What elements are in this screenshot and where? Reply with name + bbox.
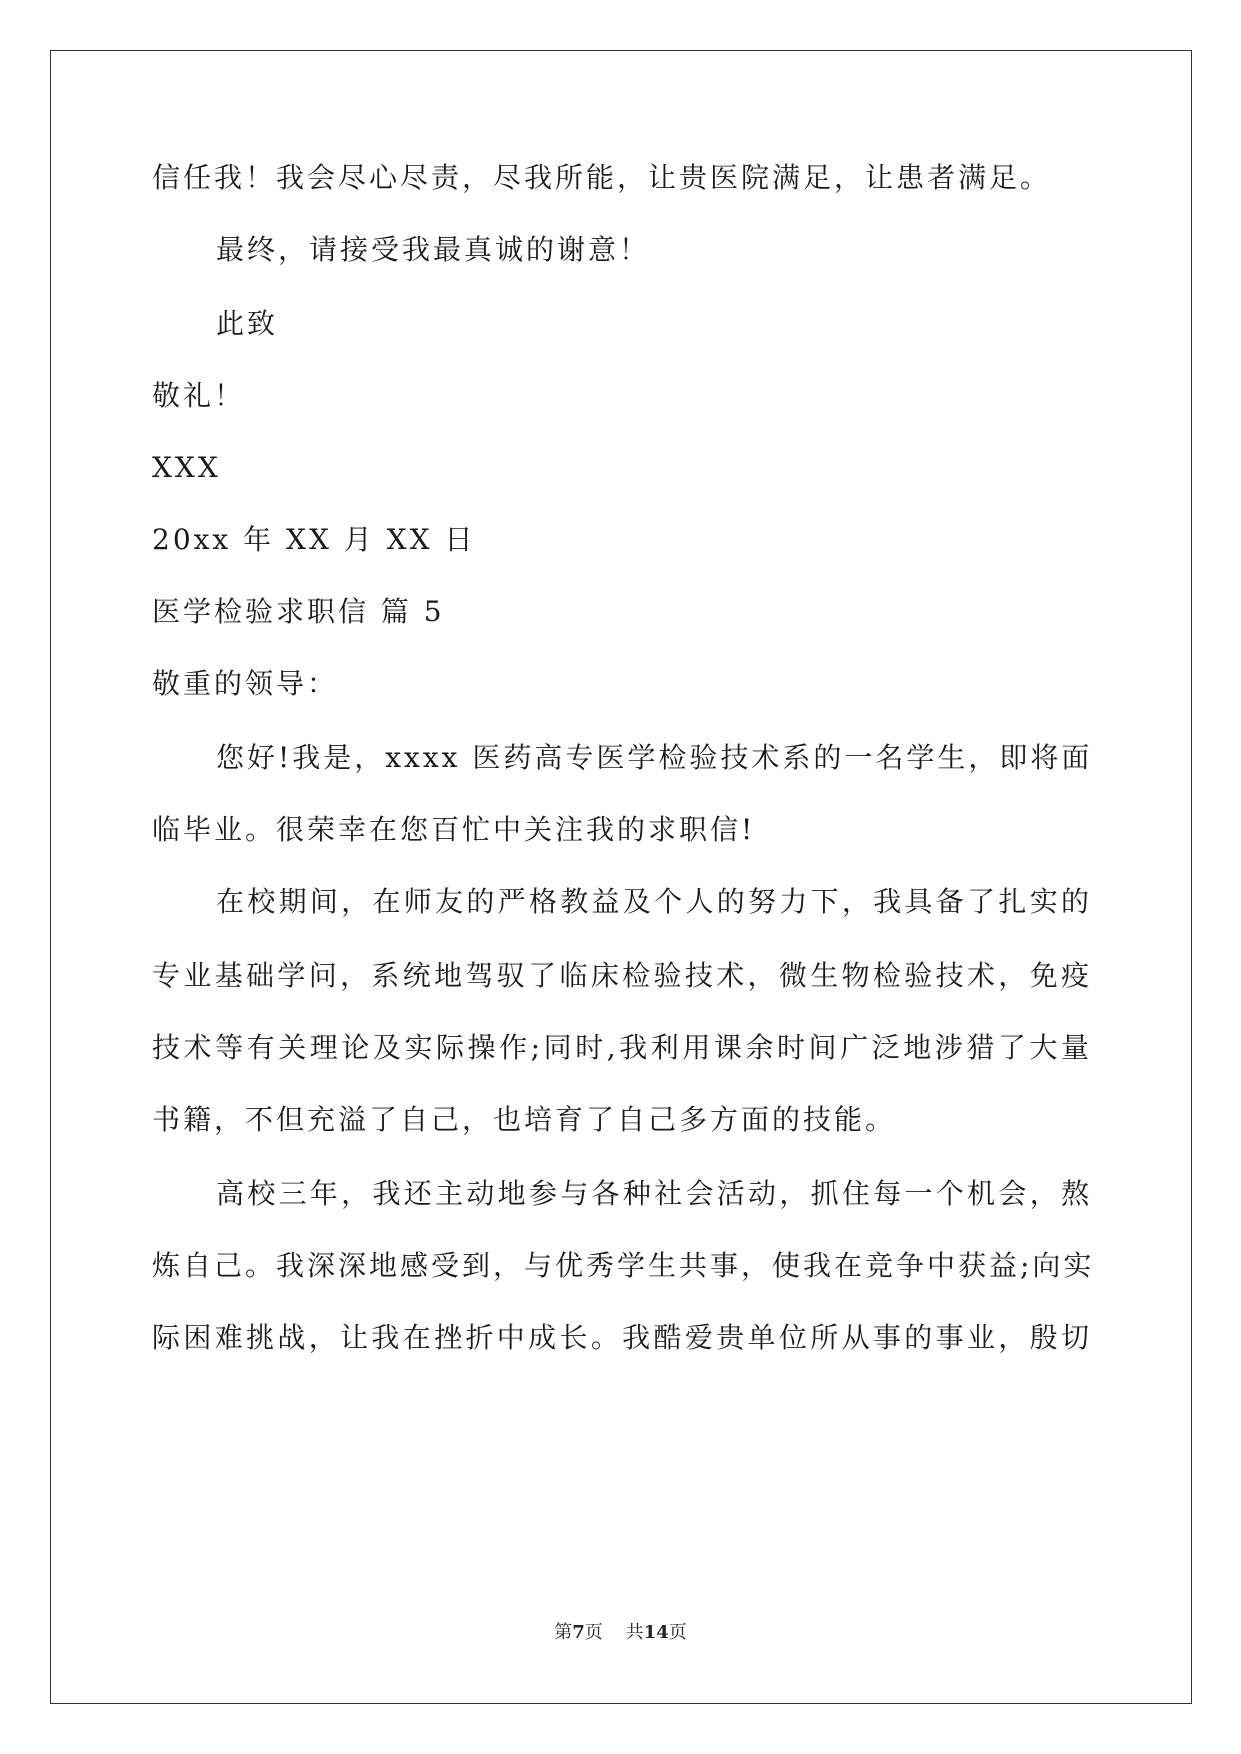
section-heading: 医学检验求职信 篇 5 <box>152 595 445 628</box>
text-line-13: 技术等有关理论及实际操作;同时,我利用课余时间广泛地涉猎了大量 <box>152 1031 1092 1064</box>
text-line-5: XXX <box>152 451 221 484</box>
page-footer <box>0 1620 1241 1646</box>
text-line-14: 书籍，不但充溢了自己，也培育了自己多方面的技能。 <box>152 1103 897 1136</box>
text-line-12: 专业基础学问，系统地驾驭了临床检验技术，微生物检验技术，免疫 <box>152 959 1092 992</box>
total-pages: 14 <box>643 1622 669 1643</box>
salutation: 敬重的领导： <box>152 667 339 700</box>
total-suffix: 页 <box>668 1622 687 1643</box>
page-number: 7 <box>572 1622 585 1643</box>
total-prefix: 共 <box>625 1622 644 1643</box>
text-line-1: 信任我！我会尽心尽责，尽我所能，让贵医院满足，让患者满足。 <box>152 161 1052 194</box>
text-line-4: 敬礼！ <box>152 379 246 412</box>
text-line-10: 临毕业。很荣幸在您百忙中关注我的求职信! <box>152 813 756 846</box>
text-line-11: 在校期间，在师友的严格教益及个人的努力下，我具备了扎实的 <box>216 885 1092 918</box>
text-line-16: 炼自己。我深深地感受到，与优秀学生共事，使我在竞争中获益;向实 <box>152 1249 1095 1282</box>
text-line-9: 您好!我是，xxxx 医药高专医学检验技术系的一名学生，即将面 <box>216 741 1093 774</box>
page-prefix: 第 <box>554 1622 573 1643</box>
text-line-6: 20xx 年 XX 月 XX 日 <box>152 523 476 556</box>
text-line-2: 最终，请接受我最真诚的谢意！ <box>216 233 651 266</box>
text-line-3: 此致 <box>216 307 279 340</box>
text-line-17: 际困难挑战，让我在挫折中成长。我酷爱贵单位所从事的事业，殷切 <box>152 1321 1092 1354</box>
page-suffix: 页 <box>584 1622 603 1643</box>
text-line-15: 高校三年，我还主动地参与各种社会活动，抓住每一个机会，熬 <box>216 1177 1092 1210</box>
page-frame <box>50 50 1192 1704</box>
